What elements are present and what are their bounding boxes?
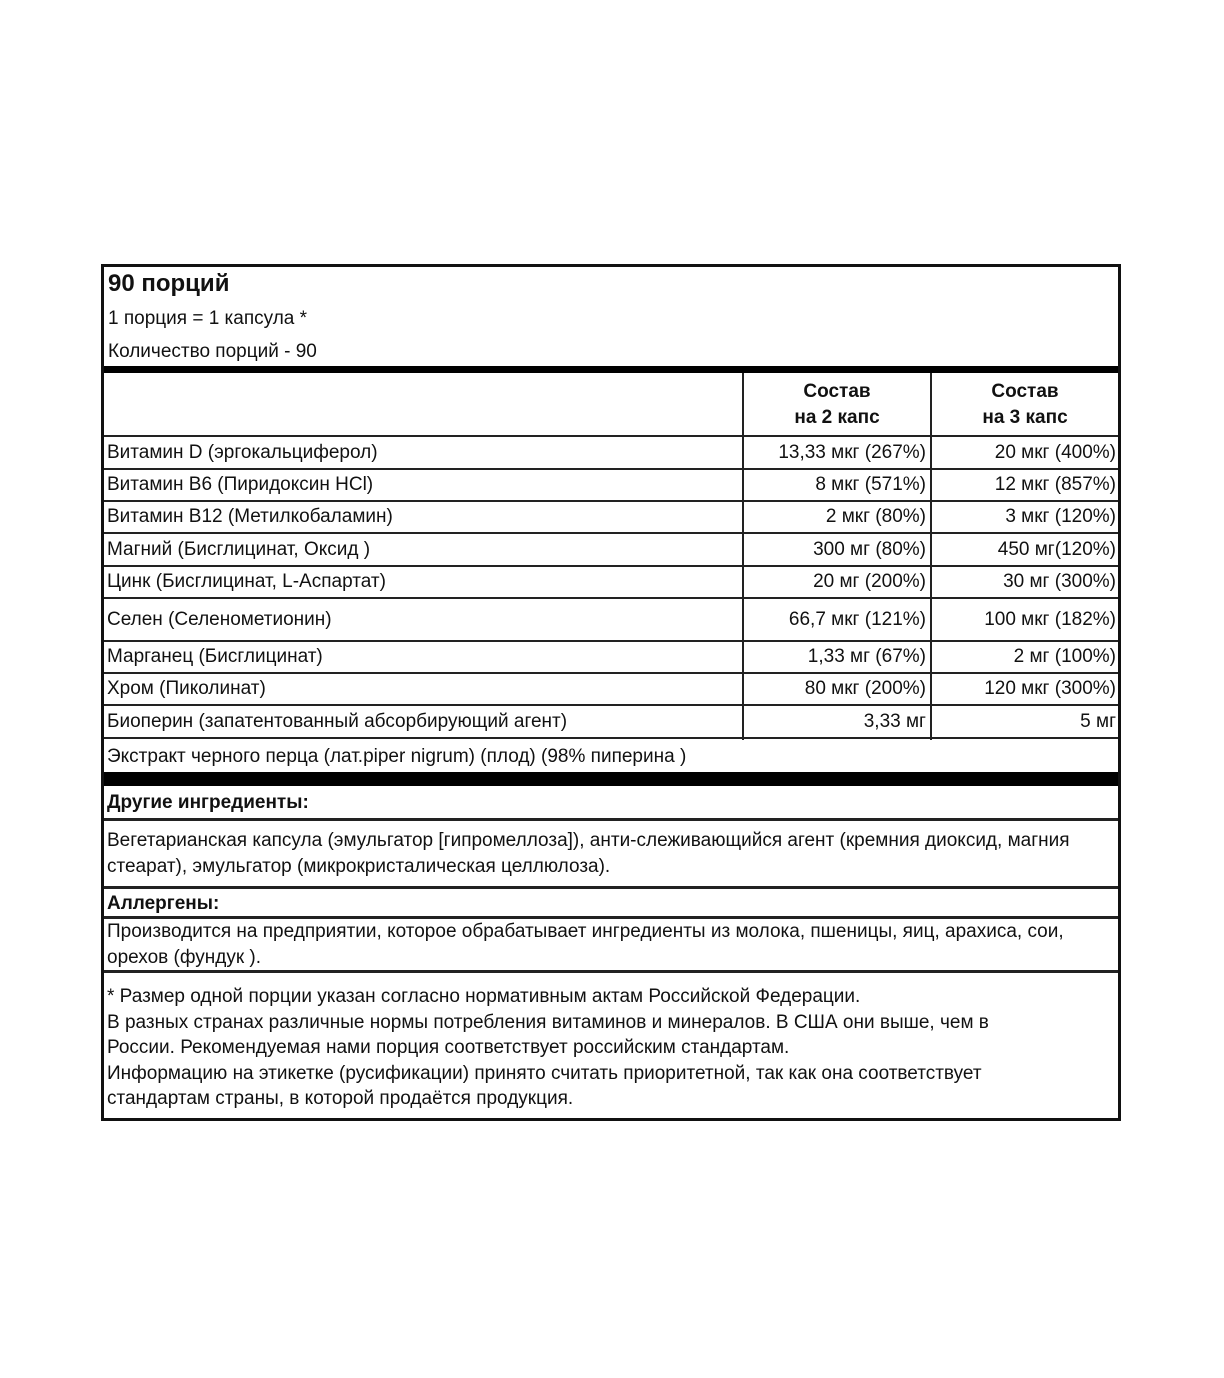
allergens-heading: Аллергены: [107,893,220,914]
footnote-line: * Размер одной порции указан согласно нормативным актам Российской Федерации. [107,986,861,1007]
column-header-line1: Состав [803,381,871,402]
footnote-line: стандартам страны, в которой продаётся продукция. [107,1088,574,1109]
amount-2-caps: 2 мкг (80%) [825,506,926,527]
amount-3-caps: 2 мг (100%) [1013,646,1116,667]
amount-2-caps: 66,7 мкг (121%) [788,609,926,630]
supplement-facts-label [101,264,1121,1121]
nutrient-name: Марганец (Бисглицинат) [107,646,323,667]
nutrient-name: Хром (Пиколинат) [107,678,266,699]
servings-title: 90 порций [108,270,230,297]
nutrient-name: Магний (Бисглицинат, Оксид ) [107,539,371,560]
table-row [104,597,1118,640]
row-divider [104,818,1118,821]
table-row [104,468,1118,500]
amount-2-caps: 80 мкг (200%) [804,678,926,699]
amount-2-caps: 1,33 мг (67%) [807,646,926,667]
amount-3-caps: 450 мг(120%) [997,539,1116,560]
allergens-text: Производится на предприятии, которое обрабатывает ингредиенты из молока, пшеницы, яиц, арахиса, сои, орехов (фундук ). [107,921,1064,968]
footnote [107,984,989,1112]
table-row [104,500,1118,532]
footnote-line: В разных странах различные нормы потребления витаминов и минералов. В США они выше, чем в [107,1011,989,1033]
column-header-3-caps [932,379,1118,431]
extract-note: Экстракт черного перца (лат.piper nigrum) (плод) (98% пиперина ) [107,746,687,767]
table-row [104,565,1118,597]
amount-2-caps: 20 мг (200%) [813,571,926,592]
amount-2-caps: 13,33 мкг (267%) [778,442,926,463]
other-ingredients-text: Вегетарианская капсула (эмульгатор [гипромеллоза]), анти-слеживающийся агент (кремния диоксид, магния стеарат), эмульгатор (микрокристалическая целлюлоза). [107,830,1070,877]
nutrient-name: Цинк (Бисглицинат, L-Аспартат) [107,571,386,592]
amount-3-caps: 12 мкг (857%) [994,474,1116,495]
column-header-line2: на 2 капс [794,407,880,428]
table-row [104,435,1118,468]
amount-3-caps: 100 мкг (182%) [984,609,1116,630]
column-header-line2: на 3 капс [982,407,1068,428]
amount-3-caps: 120 мкг (300%) [984,678,1116,699]
column-header-line1: Состав [991,381,1059,402]
table-row [104,704,1118,737]
column-header-2-caps [744,379,930,431]
amount-3-caps: 20 мкг (400%) [994,442,1116,463]
section-divider [104,772,1118,786]
table-row [104,640,1118,672]
servings-count: Количество порций - 90 [108,341,317,362]
amount-2-caps: 300 мг (80%) [813,539,926,560]
amount-3-caps: 5 мг [1080,711,1116,732]
table-row [104,532,1118,565]
amount-2-caps: 3,33 мг [863,711,926,732]
nutrient-name: Витамин B6 (Пиридоксин HCl) [107,474,374,495]
nutrient-name: Витамин B12 (Метилкобаламин) [107,506,393,527]
footnote-line: Информацию на этикетке (русификации) принято считать приоритетной, так как она соответствует [107,1062,982,1084]
amount-3-caps: 3 мкг (120%) [1005,506,1116,527]
amount-2-caps: 8 мкг (571%) [815,474,926,495]
row-divider [104,737,1118,739]
row-divider [104,970,1118,973]
nutrient-name: Селен (Селенометионин) [107,609,332,630]
row-divider [104,886,1118,889]
table-row [104,672,1118,704]
nutrient-name: Витамин D (эргокальциферол) [107,442,378,463]
serving-size: 1 порция = 1 капсула * [108,308,308,329]
other-ingredients-heading: Другие ингредиенты: [107,792,309,813]
header-divider [104,366,1118,373]
amount-3-caps: 30 мг (300%) [1003,571,1116,592]
footnote-line: России. Рекомендуемая нами порция соответствует российским стандартам. [107,1037,790,1058]
nutrient-name: Биоперин (запатентованный абсорбирующий агент) [107,711,568,732]
